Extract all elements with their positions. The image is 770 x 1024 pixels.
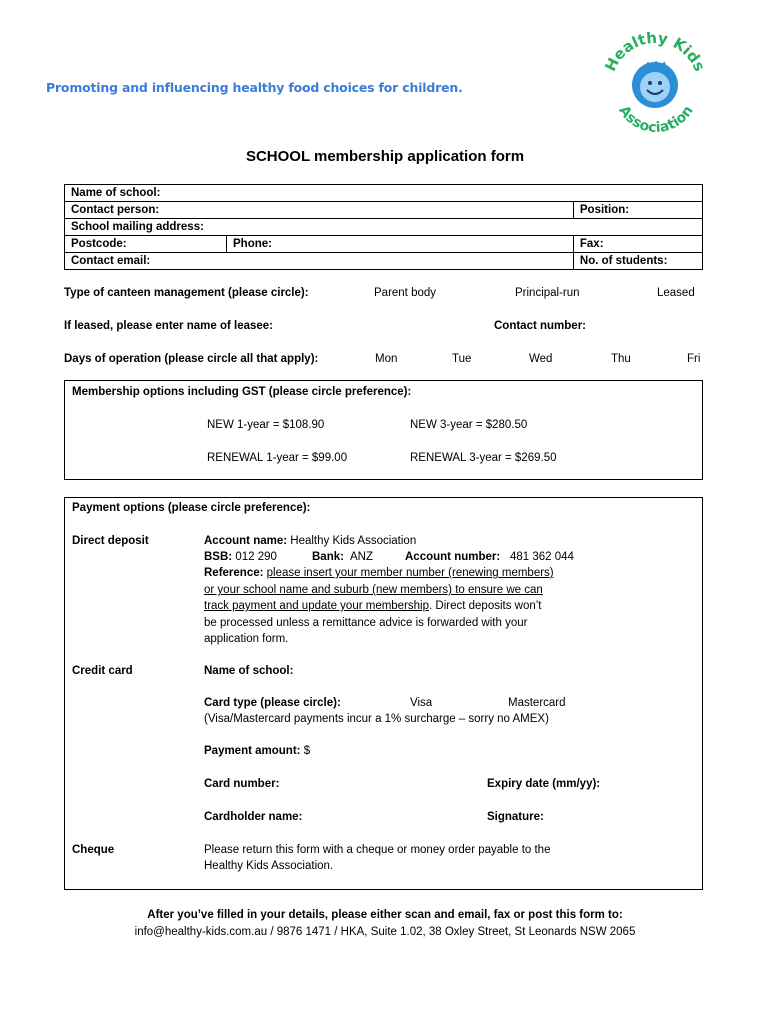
payment-amount-line	[204, 745, 310, 757]
remittance-line: be processed unless a remittance advice is forwarded with your	[204, 617, 528, 629]
card-type-visa[interactable]: Visa	[410, 697, 433, 709]
option-principal-run[interactable]: Principal-run	[515, 287, 580, 299]
smiley-face-icon	[632, 62, 678, 108]
day-tue[interactable]: Tue	[452, 353, 472, 365]
logo-bottom-text: Association	[615, 102, 697, 137]
bank-details-line	[204, 549, 624, 566]
option-new-1-year[interactable]: NEW 1-year = $108.90	[207, 419, 325, 431]
account-name-value: Healthy Kids Association	[290, 535, 417, 547]
account-name-line	[204, 533, 416, 550]
contact-email-field[interactable]: Contact email:	[65, 253, 574, 270]
account-number-label: Account number:	[405, 551, 501, 563]
footer-contact-details: info@healthy-kids.com.au / 9876 1471 / HKA, Suite 1.02, 38 Oxley Street, St Leonards NSW 2065	[134, 926, 636, 938]
reference-text-1: please insert your member number (renewing members)	[266, 567, 554, 579]
postcode-field[interactable]: Postcode:	[65, 236, 227, 253]
bank-label: Bank:	[312, 551, 344, 563]
day-thu[interactable]: Thu	[611, 353, 631, 365]
cheque-option[interactable]: Cheque	[72, 844, 115, 856]
account-name-label: Account name:	[204, 535, 288, 547]
card-type-label: Card type (please circle):	[204, 697, 341, 709]
surcharge-note: (Visa/Mastercard payments incur a 1% surcharge – sorry no AMEX)	[204, 713, 549, 725]
mailing-address-field[interactable]: School mailing address:	[65, 219, 703, 236]
leasee-label: If leased, please enter name of leasee:	[64, 320, 274, 332]
cheque-line-1: Please return this form with a cheque or money order payable to the	[204, 844, 551, 856]
reference-line-1	[204, 565, 554, 582]
healthy-kids-logo	[600, 28, 710, 138]
reference-line-2: or your school name and suburb (new members) to ensure we can	[204, 584, 543, 596]
contact-details-table	[64, 184, 703, 270]
membership-heading: Membership options including GST (please circle preference):	[72, 386, 412, 398]
option-new-3-year[interactable]: NEW 3-year = $280.50	[410, 419, 528, 431]
canteen-type-label: Type of canteen management (please circle):	[64, 287, 309, 299]
payment-options-box	[64, 497, 703, 890]
day-mon[interactable]: Mon	[375, 353, 398, 365]
account-number-value: 481 362 044	[510, 551, 574, 563]
cardholder-name-label: Cardholder name:	[204, 811, 303, 823]
reference-label: Reference:	[204, 567, 264, 579]
expiry-date-label: Expiry date (mm/yy):	[487, 778, 601, 790]
no-students-field[interactable]: No. of students:	[573, 253, 702, 270]
payment-heading: Payment options (please circle preference):	[72, 502, 311, 514]
day-wed[interactable]: Wed	[529, 353, 553, 365]
footer-instructions: After you’ve filled in your details, please either scan and email, fax or post this form to:	[147, 909, 623, 921]
phone-field[interactable]: Phone:	[227, 236, 574, 253]
card-type-mastercard[interactable]: Mastercard	[508, 697, 566, 709]
option-parent-body[interactable]: Parent body	[374, 287, 437, 299]
option-renewal-1-year[interactable]: RENEWAL 1-year = $99.00	[207, 452, 348, 464]
reference-tail: . Direct deposits won’t	[429, 600, 542, 612]
cheque-line-2: Healthy Kids Association.	[204, 860, 334, 872]
contact-person-field[interactable]: Contact person:	[65, 202, 574, 219]
card-number-label: Card number:	[204, 778, 280, 790]
day-fri[interactable]: Fri	[687, 353, 701, 365]
reference-line-3	[204, 598, 542, 615]
payment-amount-label: Payment amount:	[204, 745, 301, 757]
reference-text-3: track payment and update your membership	[204, 600, 430, 612]
membership-options-box	[64, 380, 703, 480]
page-title: SCHOOL membership application form	[245, 148, 525, 165]
bsb-value: 012 290	[235, 551, 277, 563]
logo-top-text: Healthy Kids	[601, 28, 709, 75]
cc-name-of-school-label: Name of school:	[204, 665, 294, 677]
option-leased[interactable]: Leased	[657, 287, 695, 299]
payment-amount-symbol[interactable]: $	[303, 745, 311, 757]
credit-card-option[interactable]: Credit card	[72, 665, 133, 677]
position-field[interactable]: Position:	[573, 202, 702, 219]
name-of-school-field[interactable]: Name of school:	[65, 185, 703, 202]
bank-value: ANZ	[350, 551, 373, 563]
application-form-line: application form.	[204, 633, 289, 645]
direct-deposit-option[interactable]: Direct deposit	[72, 535, 149, 547]
tagline: Promoting and influencing healthy food choices for children.	[46, 80, 463, 95]
contact-number-label: Contact number:	[494, 320, 586, 332]
days-label: Days of operation (please circle all that apply):	[64, 353, 319, 365]
fax-field[interactable]: Fax:	[573, 236, 702, 253]
signature-label: Signature:	[487, 811, 544, 823]
option-renewal-3-year[interactable]: RENEWAL 3-year = $269.50	[410, 452, 557, 464]
bsb-label: BSB:	[204, 551, 233, 563]
